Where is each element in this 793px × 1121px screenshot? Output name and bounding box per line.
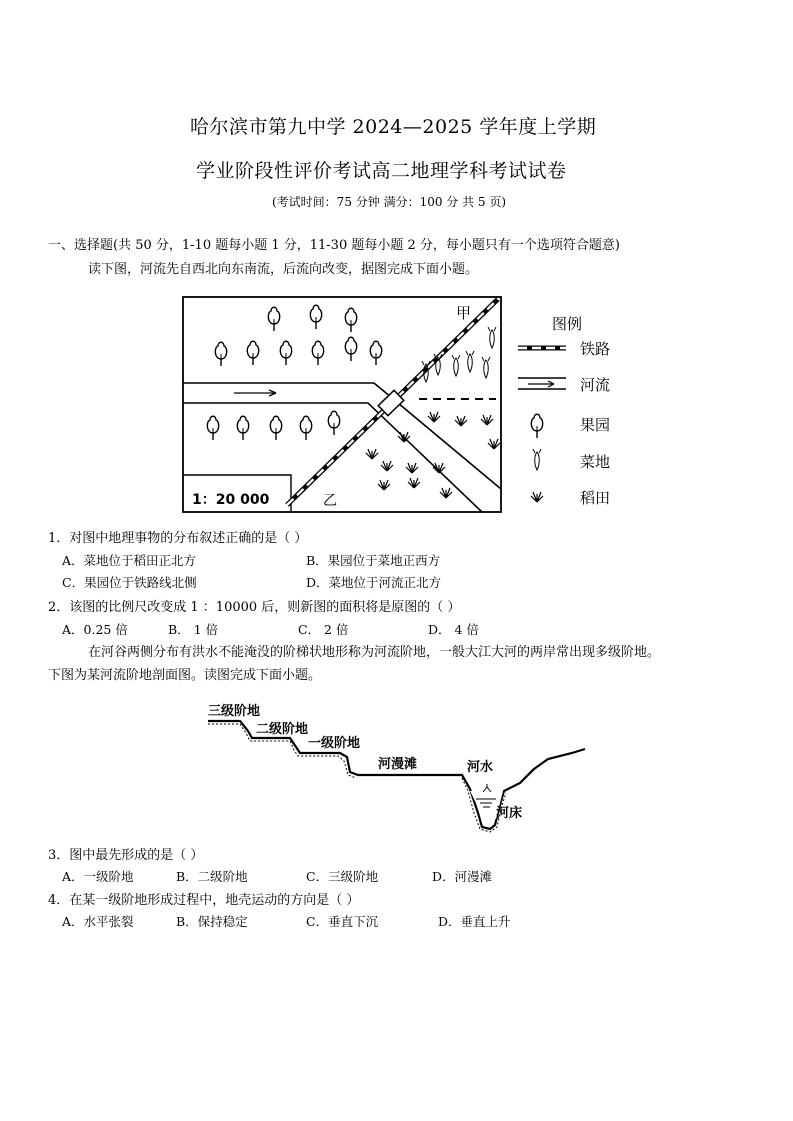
q4-option-c: C．垂直下沉 [306,914,379,929]
label-river-water: 河水 [467,760,494,775]
intro-text-3: 下图为某河流阶地剖面图。读图完成下面小题。 [48,668,322,683]
q2-option-c: C． 2 倍 [298,622,349,637]
q1-option-d: D．菜地位于河流正北方 [306,575,442,590]
q2-option-a: A．0.25 倍 [62,622,128,637]
label-yi: 乙 [323,493,337,509]
q1-stem: 1．对图中地理事物的分布叙述正确的是（ ） [48,531,308,546]
intro-text-1: 读下图，河流先自西北向东南流，后流向改变，据图完成下面小题。 [88,262,479,277]
q2-stem: 2．该图的比例尺改变成 1 ：10000 后，则新图的面积将是原图的（ ） [48,600,461,615]
q3-stem: 3．图中最先形成的是（ ） [48,848,204,863]
water-symbol-icon [483,784,491,792]
q4-option-d: D．垂直上升 [438,914,511,929]
legend-orchard: 果园 [580,416,611,434]
vegetable-icon [533,449,541,470]
legend-rice: 稻田 [580,489,611,507]
label-riverbed: 河床 [496,806,523,821]
exam-info: (考试时间：75 分钟 满分：100 分 共 5 页) [272,195,507,209]
legend-river: 河流 [580,376,611,394]
q3-option-a: A．一级阶地 [62,869,134,884]
q1-option-b: B．果园位于菜地正西方 [306,553,441,568]
label-second-terrace: 二级阶地 [256,722,309,737]
q2-option-b: B． 1 倍 [168,622,219,637]
q4-stem: 4．在某一级阶地形成过程中，地壳运动的方向是（ ） [48,893,360,908]
label-third-terrace: 三级阶地 [208,704,261,719]
orchard-icon [531,414,542,438]
map-scale: 1：20 000 [192,492,270,508]
q4-option-a: A．水平张裂 [62,914,134,929]
rice-icon [531,492,543,502]
legend-railway: 铁路 [580,340,611,358]
q1-option-a: A．菜地位于稻田正北方 [62,553,197,568]
q3-option-d: D．河漫滩 [432,869,493,884]
exam-title-line2: 学业阶段性评价考试高二地理学科考试试卷 [196,160,567,182]
label-first-terrace: 一级阶地 [308,736,361,751]
label-jia: 甲 [456,304,472,322]
q2-option-d: D． 4 倍 [428,622,479,637]
map-frame [183,297,501,512]
legend-vegetable: 菜地 [580,453,611,471]
q1-option-c: C．果园位于铁路线北侧 [62,575,197,590]
label-floodplain: 河漫滩 [378,757,418,772]
intro-text-2: 在河谷两侧分布有洪水不能淹没的阶梯状地形称为河流阶地，一般大江大河的两岸常出现多级阶地。 [88,645,661,660]
q4-option-b: B．保持稳定 [176,914,248,929]
legend-title: 图例 [552,315,583,333]
land-use-map [176,292,626,518]
terrain-profile-line [208,721,585,829]
river-terrace-profile [200,695,596,837]
exam-title-line1: 哈尔滨市第九中学 2024—2025 学年度上学期 [190,116,597,138]
section-heading: 一、选择题(共 50 分，1-10 题每小题 1 分，11-30 题每小题 2 分，每小题只有一个选项符合题意) [48,238,620,253]
q3-option-c: C．三级阶地 [306,869,379,884]
q3-option-b: B．二级阶地 [176,869,248,884]
